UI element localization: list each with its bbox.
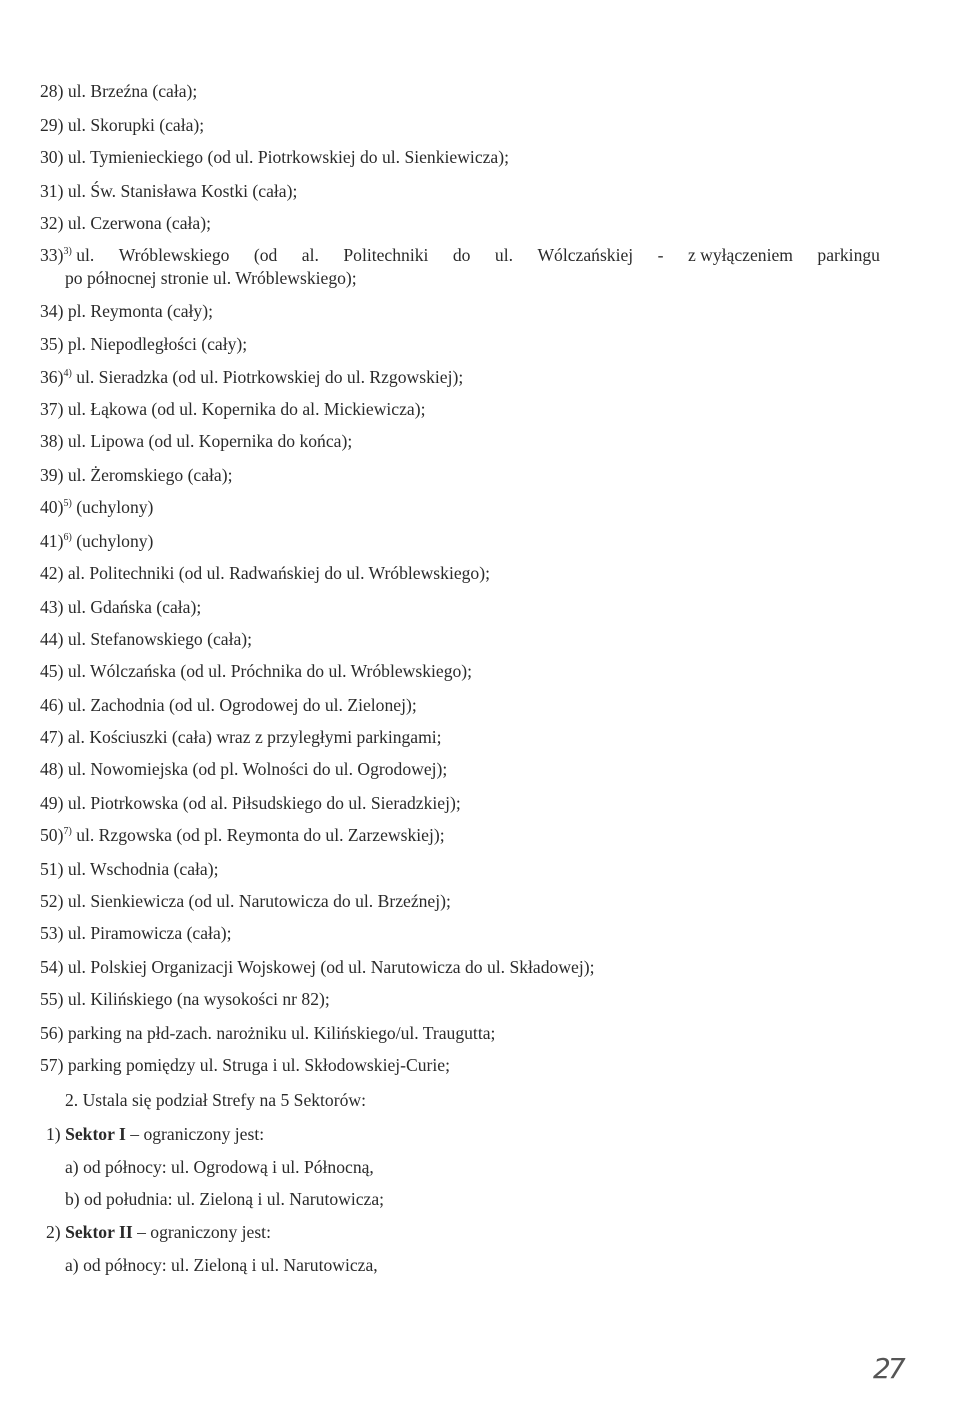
- list-item-number: 31): [40, 181, 64, 201]
- list-item: [40, 890, 451, 912]
- list-item: [40, 430, 352, 452]
- sector-2-number: 2): [46, 1222, 61, 1242]
- list-item-number: 51): [40, 859, 64, 879]
- list-item: [40, 726, 442, 748]
- list-item-number: 49): [40, 793, 64, 813]
- list-item-text: ul. Kilińskiego (na wysokości nr 82);: [63, 989, 330, 1009]
- list-item: [40, 792, 461, 814]
- sector-1-south: b) od południa: ul. Zieloną i ul. Narutowicza;: [65, 1189, 385, 1209]
- sector-2-heading: [46, 1221, 271, 1243]
- list-item: [40, 858, 218, 880]
- list-item-number: 56): [40, 1023, 64, 1043]
- list-item-word: ul.: [494, 245, 513, 265]
- list-item-word: Wólczańskiej: [537, 245, 634, 265]
- list-item-number: 37): [40, 399, 64, 419]
- list-item-number: 54): [40, 957, 64, 977]
- list-item: [40, 212, 211, 234]
- list-item: [40, 956, 594, 978]
- list-item-number: 38): [40, 431, 64, 451]
- list-item-number: 47): [40, 727, 64, 747]
- list-item-number: 45): [40, 661, 64, 681]
- list-item-number: 42): [40, 563, 64, 583]
- list-item-number: 39): [40, 465, 64, 485]
- list-item: [40, 660, 472, 682]
- list-item-number: 41): [40, 531, 64, 551]
- list-item-number: 57): [40, 1055, 64, 1075]
- list-item-text: ul. Polskiej Organizacji Wojskowej (od ul. Narutowicza do ul. Składowej);: [63, 957, 595, 977]
- list-item-word: (od: [253, 245, 278, 265]
- list-item-text: al. Politechniki (od ul. Radwańskiej do ul. Wróblewskiego);: [63, 563, 490, 583]
- list-item-word: z wyłączeniem: [687, 245, 793, 265]
- list-item: [40, 922, 232, 944]
- list-item: [40, 146, 509, 168]
- list-item: [40, 1054, 450, 1076]
- list-item: [40, 694, 417, 716]
- list-item-text: ul. Tymienieckiego (od ul. Piotrkowskiej do ul. Sienkiewicza);: [63, 147, 509, 167]
- list-item-text: (uchylony): [71, 531, 154, 551]
- footnote-ref: 6): [63, 532, 72, 543]
- list-item: [40, 1022, 495, 1044]
- list-item-text: ul. Stefanowskiego (cała);: [63, 629, 253, 649]
- list-item-text: ul. Rzgowska (od pl. Reymonta do ul. Zarzewskiej);: [71, 825, 445, 845]
- list-item: [40, 596, 201, 618]
- list-item: [40, 824, 445, 846]
- list-item: [40, 180, 297, 202]
- list-item: [40, 758, 447, 780]
- footnote-ref: 5): [63, 498, 72, 509]
- list-item-number: 55): [40, 989, 64, 1009]
- list-item-text: ul. Wschodnia (cała);: [63, 859, 219, 879]
- sector-1-number: 1): [46, 1124, 61, 1144]
- list-item: [40, 988, 330, 1010]
- list-item-number: 29): [40, 115, 64, 135]
- list-item-text: pl. Niepodległości (cały);: [63, 334, 248, 354]
- list-item-number: 50): [40, 825, 64, 845]
- sector-2-name: Sektor II: [65, 1222, 133, 1242]
- list-item-text: ul. Gdańska (cała);: [63, 597, 202, 617]
- list-item: [40, 366, 463, 388]
- list-item: [40, 562, 490, 584]
- list-item-number: 32): [40, 213, 64, 233]
- list-item-number: 36): [40, 367, 64, 387]
- section-2-intro: 2. Ustala się podział Strefy na 5 Sektorów:: [65, 1090, 366, 1110]
- list-item: [40, 333, 247, 355]
- page-number-handwritten: 27: [873, 1352, 903, 1385]
- list-item-text: ul. Piramowicza (cała);: [63, 923, 232, 943]
- list-item-text: ul. Św. Stanisława Kostki (cała);: [63, 181, 298, 201]
- footnote-ref: 3): [63, 246, 72, 257]
- list-item: [40, 628, 252, 650]
- list-item-text: ul. Czerwona (cała);: [63, 213, 211, 233]
- list-item-text: ul. Sienkiewicza (od ul. Narutowicza do ul. Brzeźnej);: [63, 891, 451, 911]
- sector-1-name: Sektor I: [65, 1124, 126, 1144]
- list-item-number: 44): [40, 629, 64, 649]
- list-item-text: ul. Nowomiejska (od pl. Wolności do ul. Ogrodowej);: [63, 759, 448, 779]
- list-item-number: 46): [40, 695, 64, 715]
- list-item-text: pl. Reymonta (cały);: [63, 301, 213, 321]
- list-item: [40, 80, 197, 102]
- sector-1-heading: [46, 1123, 264, 1145]
- sector-1-rest: – ograniczony jest:: [125, 1124, 265, 1144]
- list-item-number: 43): [40, 597, 64, 617]
- list-item-text: ul. Brzeźna (cała);: [63, 81, 198, 101]
- list-item-word: Politechniki: [343, 245, 429, 265]
- list-item: [40, 464, 232, 486]
- list-item-text: ul. Żeromskiego (cała);: [63, 465, 233, 485]
- list-item: [40, 496, 153, 518]
- footnote-ref: 7): [63, 826, 72, 837]
- list-item-number: 30): [40, 147, 64, 167]
- footnote-ref: 4): [63, 368, 72, 379]
- list-item-text: ul. Łąkowa (od ul. Kopernika do al. Mickiewicza);: [63, 399, 426, 419]
- list-item-text: ul. Zachodnia (od ul. Ogrodowej do ul. Zielonej);: [63, 695, 417, 715]
- list-item-word: al.: [301, 245, 319, 265]
- list-item-text: ul. Wólczańska (od ul. Próchnika do ul. Wróblewskiego);: [63, 661, 473, 681]
- list-item-word: parkingu: [817, 245, 880, 265]
- list-item-number: 48): [40, 759, 64, 779]
- list-item-text: (uchylony): [71, 497, 154, 517]
- list-item-text: al. Kościuszki (cała) wraz z przyległymi parkingami;: [63, 727, 442, 747]
- list-item-word: Wróblewskiego: [118, 245, 230, 265]
- list-item-text: ul. Sieradzka (od ul. Piotrkowskiej do ul. Rzgowskiej);: [71, 367, 464, 387]
- sector-1-north: a) od północy: ul. Ogrodową i ul. Północną,: [65, 1157, 374, 1177]
- sector-2-rest: – ograniczony jest:: [132, 1222, 271, 1242]
- sector-2-north: a) od północy: ul. Zieloną i ul. Narutowicza,: [65, 1255, 378, 1275]
- list-item: [40, 300, 213, 322]
- list-item-number: 34): [40, 301, 64, 321]
- list-item: [40, 398, 425, 420]
- list-item: [40, 114, 204, 136]
- list-item-number: 52): [40, 891, 64, 911]
- list-item-number: 33)$^{3)}$ ul.: [40, 245, 95, 265]
- list-item-continuation: po północnej stronie ul. Wróblewskiego);: [65, 268, 357, 288]
- list-item-number: 53): [40, 923, 64, 943]
- list-item-text: parking pomiędzy ul. Struga i ul. Skłodowskiej-Curie;: [63, 1055, 450, 1075]
- list-item-word: do: [452, 245, 471, 265]
- list-item-text: ul. Skorupki (cała);: [63, 115, 205, 135]
- list-item-number: 40): [40, 497, 64, 517]
- list-item-word: -: [657, 245, 664, 265]
- list-item-text: parking na płd-zach. narożniku ul. Kilińskiego/ul. Traugutta;: [63, 1023, 496, 1043]
- list-item: [40, 530, 153, 552]
- list-item-number: 35): [40, 334, 64, 354]
- list-item: [40, 244, 880, 266]
- list-item-text: ul. Piotrkowska (od al. Piłsudskiego do ul. Sieradzkiej);: [63, 793, 461, 813]
- list-item-text: ul. Lipowa (od ul. Kopernika do końca);: [63, 431, 353, 451]
- list-item-number: 28): [40, 81, 64, 101]
